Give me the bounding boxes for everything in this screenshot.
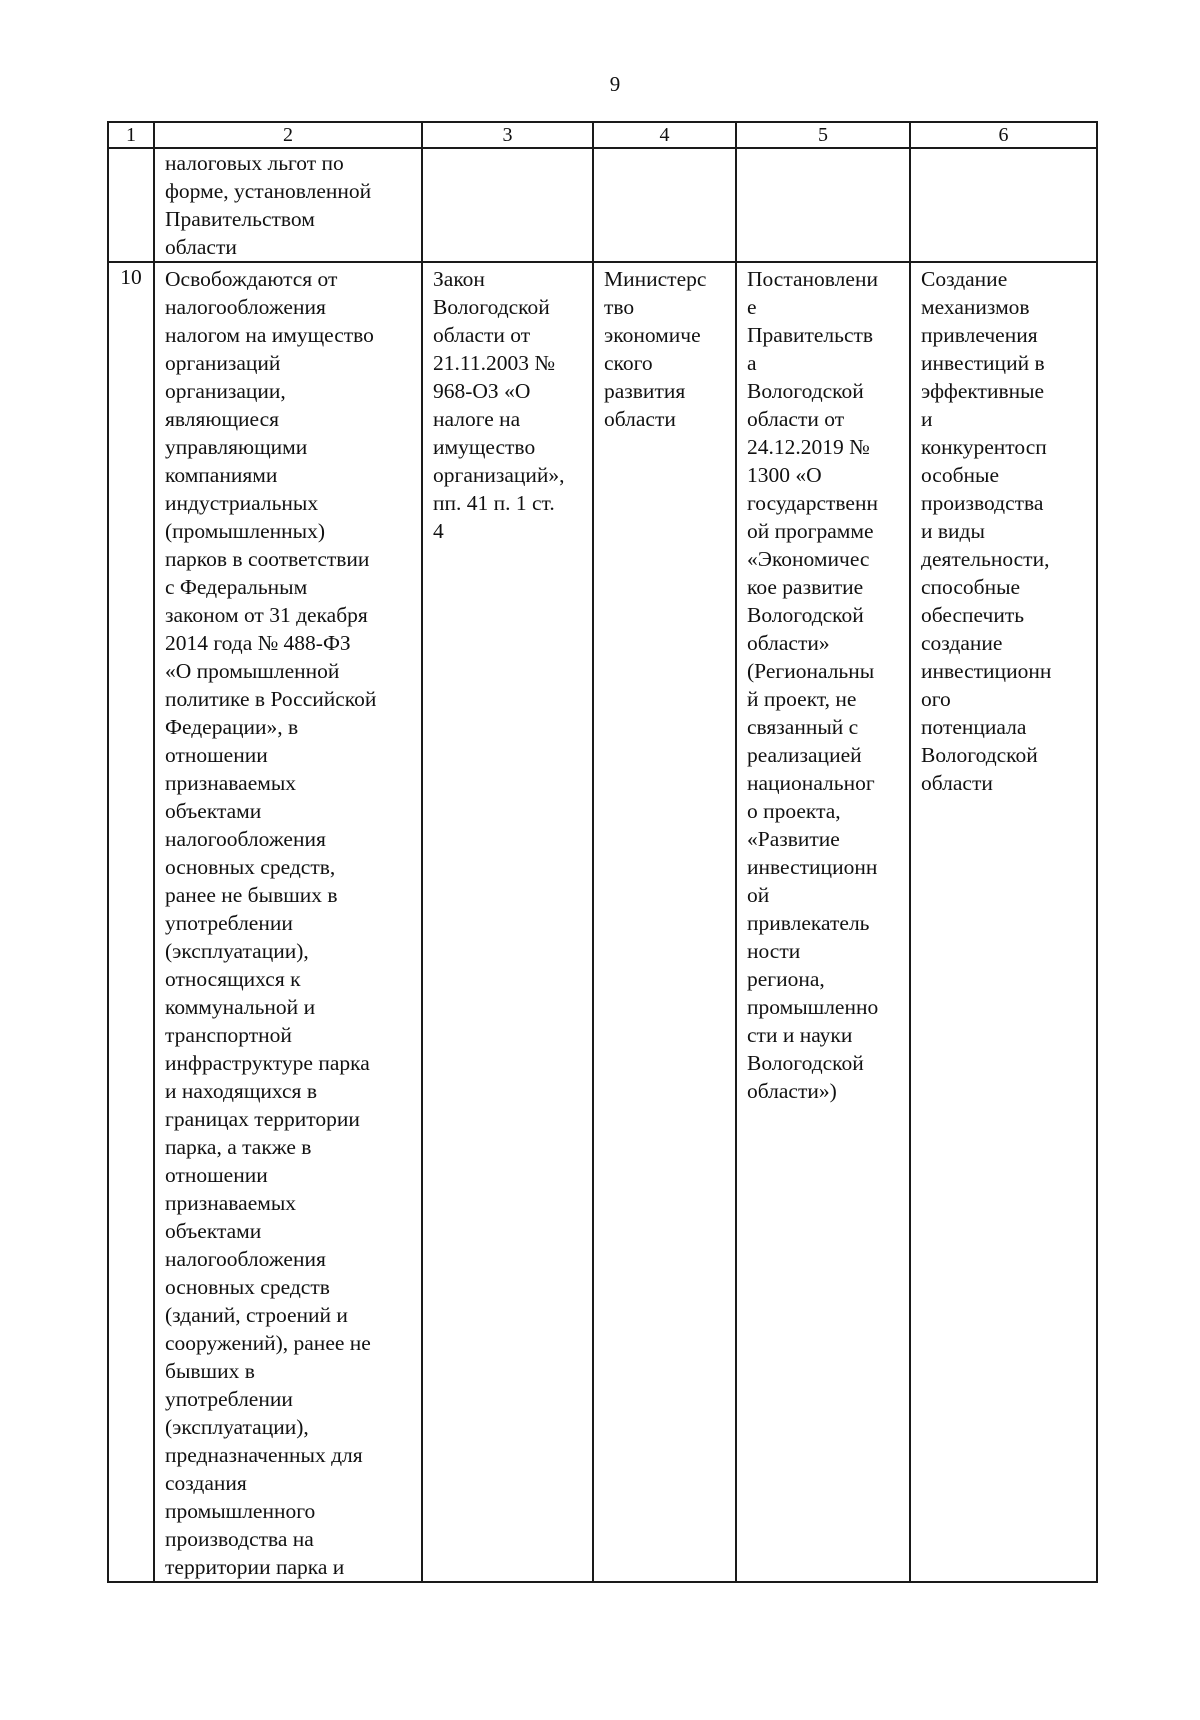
header-col-2: 2 (154, 122, 422, 148)
cell-description: налоговых льгот по форме, установленной Правительством области (154, 148, 422, 262)
cell-program (736, 148, 910, 262)
table-row-continuation (108, 148, 1097, 262)
header-col-5: 5 (736, 122, 910, 148)
header-col-3: 3 (422, 122, 593, 148)
cell-curator (593, 148, 736, 262)
cell-goal: Создание механизмов привлечения инвестиций в эффективные и конкурентосп особные производства и виды деятельности, способные обеспечить создание инвестиционн ого потенциала Вологодской области (910, 262, 1097, 1582)
header-col-1: 1 (108, 122, 154, 148)
table-header-row (108, 122, 1097, 148)
cell-legal-basis: Закон Вологодской области от 21.11.2003 № 968-ОЗ «О налоге на имущество организаций», пп. 41 п. 1 ст. 4 (422, 262, 593, 1582)
page-number: 9 (609, 72, 621, 96)
cell-description: Освобождаются от налогообложения налогом на имущество организаций организации, являющиеся управляющими компаниями индустриальных (промышленных) парков в соответствии с Федеральным законом от 31 декабря 2014 года № 488-ФЗ «О промышленной политике в Российской Федерации», в отношении признаваемых объектами налогообложения основных средств, ранее не бывших в употреблении (эксплуатации), относящихся к коммунальной и транспортной инфраструктуре парка и находящихся в границах территории парка, а также в отношении признаваемых объектами налогообложения основных средств (зданий, строений и сооружений), ранее не бывших в употреблении (эксплуатации), предназначенных для создания промышленного производства на территории парка и (154, 262, 422, 1582)
cell-legal-basis (422, 148, 593, 262)
header-col-4: 4 (593, 122, 736, 148)
cell-goal (910, 148, 1097, 262)
cell-number: 10 (108, 262, 154, 1582)
cell-program: Постановлени е Правительств а Вологодской области от 24.12.2019 № 1300 «О государственн ой программе «Экономичес кое развитие Вологодской области» (Региональны й проект, не связанный с реализацией национальног о проекта, «Развитие инвестиционн ой привлекатель ности региона, промышленно сти и науки Вологодской области») (736, 262, 910, 1582)
cell-number (108, 148, 154, 262)
benefits-table (107, 121, 1098, 1583)
cell-curator: Министерс тво экономиче ского развития области (593, 262, 736, 1582)
header-col-6: 6 (910, 122, 1097, 148)
table-row-10 (108, 262, 1097, 1582)
